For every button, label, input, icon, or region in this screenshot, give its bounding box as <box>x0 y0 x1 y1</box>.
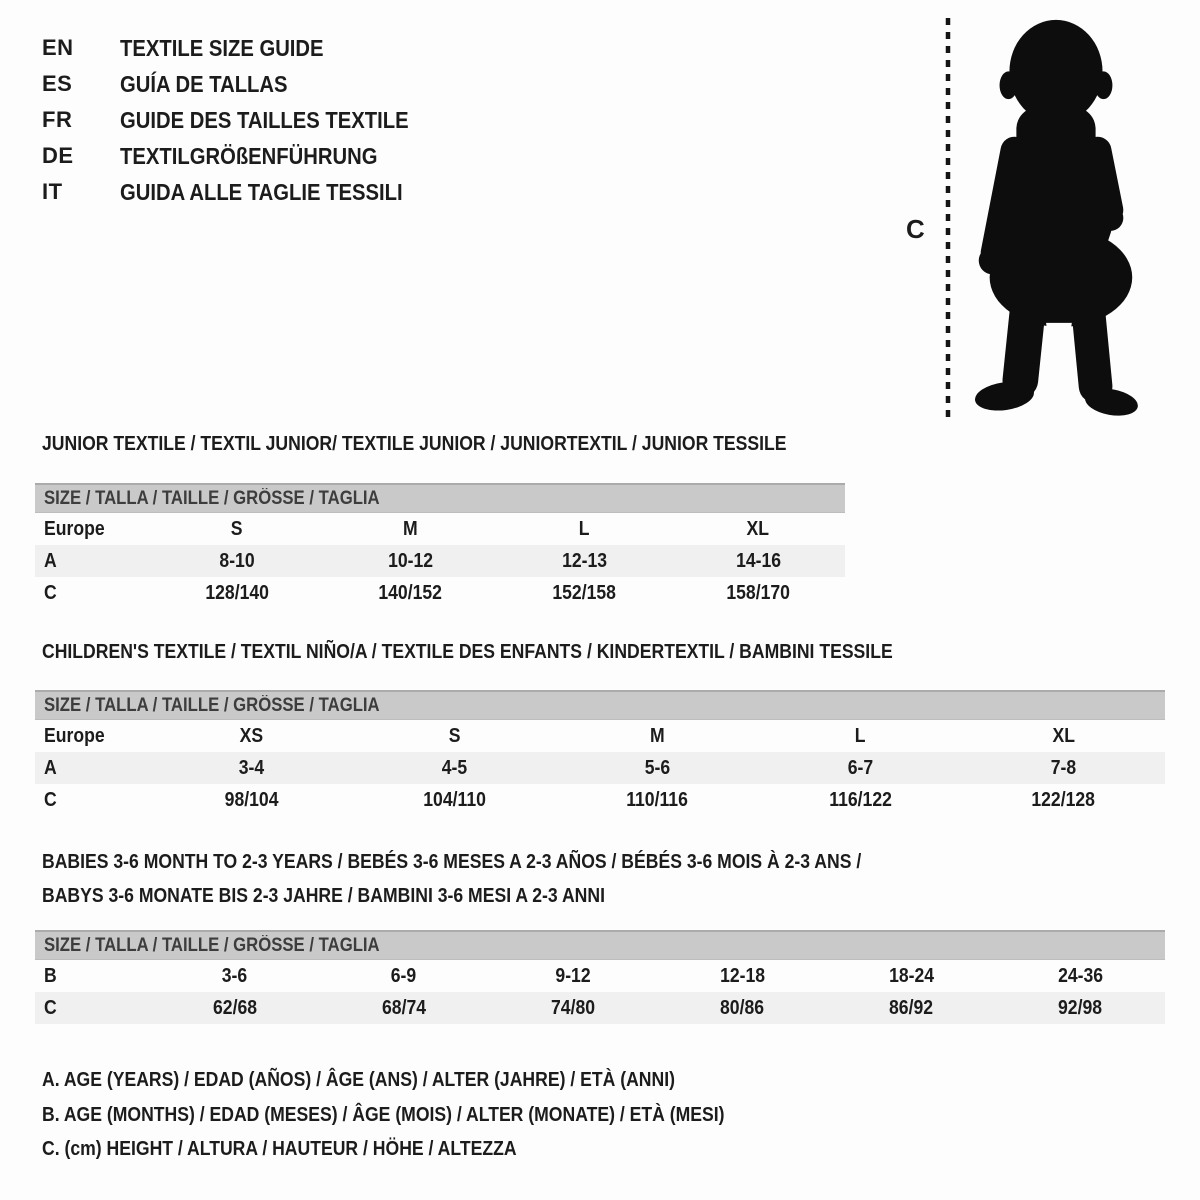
children-size-header-bar <box>35 690 1165 720</box>
table-cell: 140/152 <box>378 581 443 604</box>
table-cell: 10-12 <box>388 549 434 572</box>
table-cell: 128/140 <box>205 581 269 604</box>
table-cell: 8-10 <box>219 549 255 572</box>
table-row <box>35 784 1165 816</box>
lang-code: EN <box>42 35 74 60</box>
table-cell: 92/98 <box>1058 996 1103 1019</box>
table-row <box>35 513 845 545</box>
language-list <box>42 30 448 210</box>
table-cell: 86/92 <box>889 996 934 1019</box>
table-cell: 116/122 <box>829 788 892 811</box>
table-cell: 152/158 <box>552 581 617 604</box>
lang-code: IT <box>42 179 63 204</box>
table-row <box>35 992 1165 1024</box>
legend-height-cm: C. (cm) HEIGHT / ALTURA / HAUTEUR / HÖHE / ALTEZZA <box>42 1138 517 1160</box>
table-row <box>35 720 1165 752</box>
table-cell: 68/74 <box>381 996 426 1019</box>
row-label: C <box>44 581 57 604</box>
table-cell: XL <box>1052 724 1075 747</box>
table-cell: 14-16 <box>735 549 781 572</box>
babies-section-title-line1: BABIES 3-6 MONTH TO 2-3 YEARS / BEBÉS 3-6 MESES A 2-3 AÑOS / BÉBÉS 3-6 MOIS À 2-3 ANS / <box>42 851 862 873</box>
table-row <box>35 577 845 609</box>
lang-label: TEXTILE SIZE GUIDE <box>120 34 324 61</box>
toddler-silhouette <box>964 12 1144 418</box>
junior-size-header-bar <box>35 483 845 513</box>
table-cell: 4-5 <box>441 756 468 779</box>
row-label: A <box>44 756 57 779</box>
junior-size-table <box>35 483 845 609</box>
table-cell: 74/80 <box>550 996 595 1019</box>
table-cell: 104/110 <box>423 788 486 811</box>
table-cell: 3-4 <box>238 756 265 779</box>
table-cell: 6-9 <box>391 964 417 987</box>
table-cell: XS <box>239 724 264 747</box>
babies-size-table <box>35 930 1165 1024</box>
table-cell: L <box>578 517 590 540</box>
table-cell: 3-6 <box>221 964 248 987</box>
row-label: C <box>44 996 57 1019</box>
height-measure-dashed-line <box>944 18 952 418</box>
row-label: Europe <box>44 724 105 747</box>
row-label: C <box>44 788 57 811</box>
table-cell: 12-13 <box>561 549 607 572</box>
lang-code: FR <box>42 107 73 132</box>
table-cell: 9-12 <box>555 964 591 987</box>
table-cell: 18-24 <box>888 964 934 987</box>
size-header-label: SIZE / TALLA / TAILLE / GRÖSSE / TAGLIA <box>44 934 380 956</box>
table-row <box>35 960 1165 992</box>
lang-label: GUIDE DES TAILLES TEXTILE <box>120 106 409 133</box>
children-section-title: CHILDREN'S TEXTILE / TEXTIL NIÑO/A / TEXTILE DES ENFANTS / KINDERTEXTIL / BAMBINI TESSILE <box>42 641 893 663</box>
size-header-label: SIZE / TALLA / TAILLE / GRÖSSE / TAGLIA <box>44 487 380 509</box>
lang-row-de <box>42 138 448 174</box>
table-cell: L <box>855 724 866 747</box>
row-label: A <box>44 549 57 572</box>
lang-row-it <box>42 174 448 210</box>
table-cell: M <box>403 517 418 540</box>
row-label: B <box>44 964 57 987</box>
table-cell: 62/68 <box>212 996 257 1019</box>
row-label: Europe <box>44 517 105 540</box>
lang-label: GUIDA ALLE TAGLIE TESSILI <box>120 178 403 205</box>
babies-section-title-line2: BABYS 3-6 MONATE BIS 2-3 JAHRE / BAMBINI 3-6 MESI A 2-3 ANNI <box>42 885 605 907</box>
table-row <box>35 545 845 577</box>
babies-size-header-bar <box>35 930 1165 960</box>
legend-age-years: A. AGE (YEARS) / EDAD (AÑOS) / ÂGE (ANS) / ALTER (JAHRE) / ETÀ (ANNI) <box>42 1069 675 1091</box>
lang-row-fr <box>42 102 448 138</box>
height-measure-label: C <box>906 214 925 244</box>
lang-row-es <box>42 66 448 102</box>
lang-label: TEXTILGRÖßENFÜHRUNG <box>120 142 378 169</box>
table-cell: 122/128 <box>1031 788 1096 811</box>
table-cell: S <box>231 517 243 540</box>
junior-section-title: JUNIOR TEXTILE / TEXTIL JUNIOR/ TEXTILE JUNIOR / JUNIORTEXTIL / JUNIOR TESSILE <box>42 433 787 455</box>
table-cell: XL <box>746 517 770 540</box>
table-cell: 24-36 <box>1057 964 1103 987</box>
table-cell: 158/170 <box>726 581 790 604</box>
table-cell: 98/104 <box>224 788 279 811</box>
table-cell: M <box>650 724 665 747</box>
legend-age-months: B. AGE (MONTHS) / EDAD (MESES) / ÂGE (MOIS) / ALTER (MONATE) / ETÀ (MESI) <box>42 1104 725 1126</box>
table-cell: 80/86 <box>720 996 765 1019</box>
lang-code: DE <box>42 143 74 168</box>
table-cell: 6-7 <box>847 756 874 779</box>
lang-label: GUÍA DE TALLAS <box>120 70 288 97</box>
table-cell: 7-8 <box>1050 756 1077 779</box>
table-cell: S <box>448 724 461 747</box>
table-cell: 12-18 <box>719 964 765 987</box>
table-cell: 110/116 <box>626 788 689 811</box>
table-cell: 5-6 <box>644 756 671 779</box>
lang-code: ES <box>42 71 73 96</box>
children-size-table <box>35 690 1165 816</box>
size-header-label: SIZE / TALLA / TAILLE / GRÖSSE / TAGLIA <box>44 694 380 716</box>
table-row <box>35 752 1165 784</box>
lang-row-en <box>42 30 448 66</box>
